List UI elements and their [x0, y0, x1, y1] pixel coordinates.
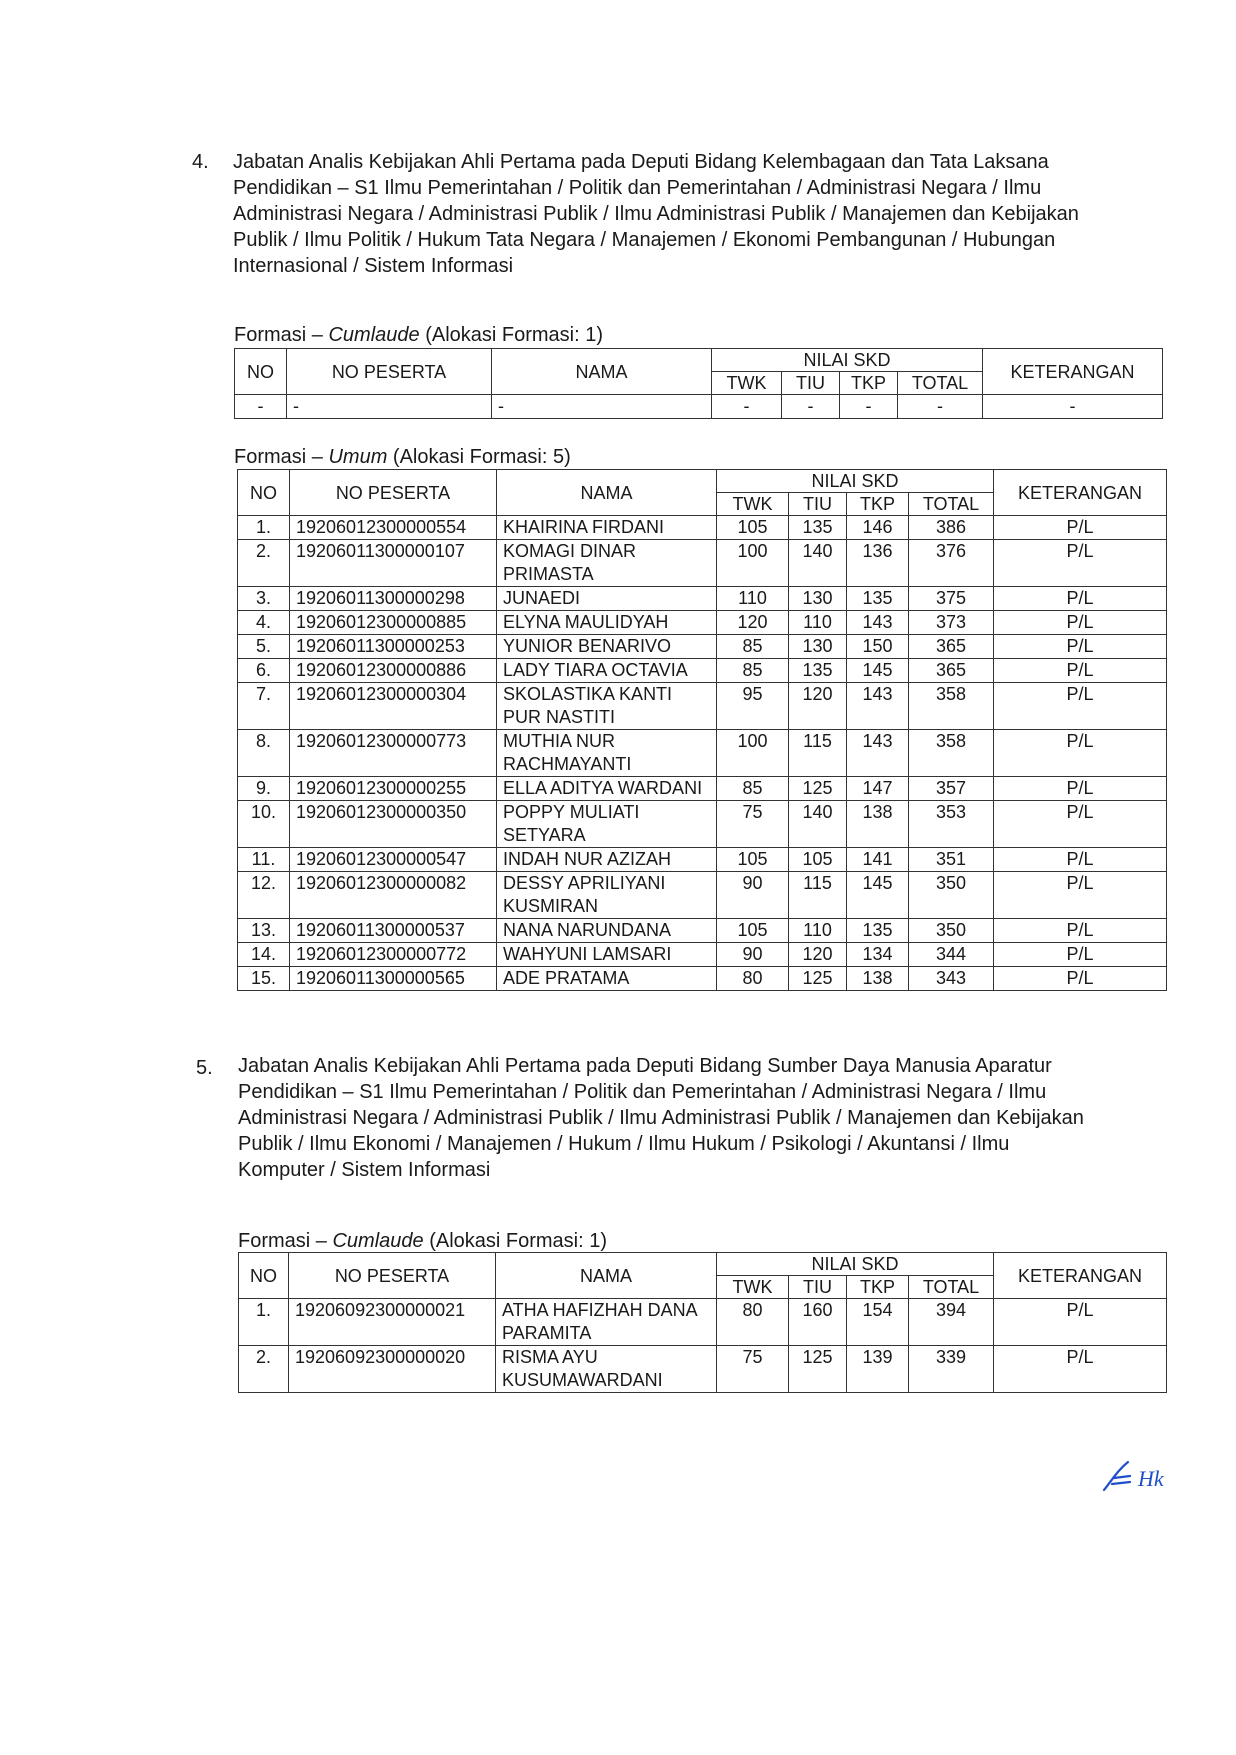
cell-no: 15. [238, 967, 290, 991]
cell-no: 12. [238, 872, 290, 919]
cell-nama: RISMA AYU KUSUMAWARDANI [496, 1346, 717, 1393]
cell-tkp: 138 [847, 967, 909, 991]
section-number: 5. [196, 1057, 213, 1079]
cell-tiu: 135 [789, 659, 847, 683]
cell-ket: P/L [994, 777, 1167, 801]
cell-twk: 90 [717, 872, 789, 919]
cell-peserta: 19206011300000107 [290, 540, 497, 587]
cell-nama: ELLA ADITYA WARDANI [497, 777, 717, 801]
results-table [237, 469, 1167, 991]
section-heading [233, 149, 1093, 279]
cell-nama: JUNAEDI [497, 587, 717, 611]
cell-no: 1. [238, 516, 290, 540]
cell-total: 357 [909, 777, 994, 801]
section-title: Jabatan Analis Kebijakan Ahli Pertama pada Deputi Bidang Kelembagaan dan Tata Laksana [233, 151, 1049, 173]
cell-tiu: 115 [789, 730, 847, 777]
results-table [234, 348, 1163, 419]
table-row [238, 967, 1167, 991]
cell-total: 394 [909, 1299, 994, 1346]
table-row [238, 943, 1167, 967]
cell-ket: P/L [994, 1346, 1167, 1393]
header-tiu: TIU [789, 1276, 847, 1299]
cell-tiu: 130 [789, 587, 847, 611]
cell-twk: 105 [717, 848, 789, 872]
cell-total: 358 [909, 730, 994, 777]
cell-ket: P/L [994, 611, 1167, 635]
cell-ket: P/L [994, 1299, 1167, 1346]
signature-text: Hk [1138, 1466, 1164, 1491]
cell-tiu: 115 [789, 872, 847, 919]
cell-total: 344 [909, 943, 994, 967]
cell-twk: 75 [717, 1346, 789, 1393]
cell-total: 358 [909, 683, 994, 730]
cell-ket: P/L [994, 919, 1167, 943]
cell-no: 2. [238, 540, 290, 587]
cell-tkp: 147 [847, 777, 909, 801]
formation-caption: Formasi – Umum (Alokasi Formasi: 5) [234, 446, 571, 468]
header-tiu: TIU [782, 372, 840, 395]
cell-peserta: 19206092300000020 [289, 1346, 496, 1393]
table-row [238, 659, 1167, 683]
cell-tiu: 105 [789, 848, 847, 872]
cell-ket: P/L [994, 943, 1167, 967]
cell-nama: LADY TIARA OCTAVIA [497, 659, 717, 683]
cell-peserta: 19206011300000565 [290, 967, 497, 991]
section-number: 4. [192, 151, 209, 173]
cell-tiu: 120 [789, 943, 847, 967]
table-row [238, 919, 1167, 943]
cell-twk: 105 [717, 516, 789, 540]
cell-peserta: 19206011300000298 [290, 587, 497, 611]
cell-no: 5. [238, 635, 290, 659]
cell-no: 7. [238, 683, 290, 730]
cell-ket: P/L [994, 587, 1167, 611]
section-education: Pendidikan – S1 Ilmu Pemerintahan / Politik dan Pemerintahan / Administrasi Negara / Ilmu Administrasi Negara / Administrasi Publik / Ilmu Administrasi Publik / Manajemen dan Kebijakan Publik / Ilmu Politik / Hukum Tata Negara / Manajemen / Ekonomi Pembangunan / Hubungan Internasional / Sistem Informasi [233, 177, 1079, 277]
cell-no: 8. [238, 730, 290, 777]
cell-total: 351 [909, 848, 994, 872]
cell-peserta: 19206012300000772 [290, 943, 497, 967]
cell-total: 373 [909, 611, 994, 635]
cell-nama: WAHYUNI LAMSARI [497, 943, 717, 967]
cell-twk: 120 [717, 611, 789, 635]
table-row [235, 395, 1163, 419]
cell-peserta: 19206012300000886 [290, 659, 497, 683]
cell-ket: P/L [994, 659, 1167, 683]
section-education: Pendidikan – S1 Ilmu Pemerintahan / Politik dan Pemerintahan / Administrasi Negara / Ilmu Administrasi Negara / Administrasi Publik / Ilmu Administrasi Publik / Manajemen dan Kebijakan Publik / Ilmu Ekonomi / Manajemen / Hukum / Ilmu Hukum / Psikologi / Akuntansi / Ilmu Komputer / Sistem Informasi [238, 1081, 1084, 1181]
cell-tiu: 140 [789, 801, 847, 848]
cell-twk: 80 [717, 1299, 789, 1346]
header-ket: KETERANGAN [983, 349, 1163, 395]
cell-tiu: 120 [789, 683, 847, 730]
cell-peserta: 19206092300000021 [289, 1299, 496, 1346]
cell-tkp: 134 [847, 943, 909, 967]
cell-tkp: 138 [847, 801, 909, 848]
cell-ket: P/L [994, 967, 1167, 991]
cell-tkp: 150 [847, 635, 909, 659]
cell-total: 350 [909, 919, 994, 943]
cell-peserta: 19206012300000255 [290, 777, 497, 801]
header-nama: NAMA [497, 470, 717, 516]
cell-tkp: 135 [847, 587, 909, 611]
cell-tiu: 110 [789, 919, 847, 943]
cell-total: 365 [909, 635, 994, 659]
cell-peserta: 19206012300000304 [290, 683, 497, 730]
cell-no: 9. [238, 777, 290, 801]
table-row [238, 635, 1167, 659]
table-row [238, 777, 1167, 801]
cell-tiu: - [782, 395, 840, 419]
formation-caption: Formasi – Cumlaude (Alokasi Formasi: 1) [234, 324, 604, 346]
cell-total: 339 [909, 1346, 994, 1393]
cell-nama: NANA NARUNDANA [497, 919, 717, 943]
cell-ket: P/L [994, 801, 1167, 848]
cell-no: 14. [238, 943, 290, 967]
cell-nama: MUTHIA NUR RACHMAYANTI [497, 730, 717, 777]
cell-peserta: - [287, 395, 492, 419]
table-row [238, 872, 1167, 919]
cell-twk: 85 [717, 659, 789, 683]
cell-tiu: 125 [789, 777, 847, 801]
cell-peserta: 19206012300000885 [290, 611, 497, 635]
header-twk: TWK [717, 1276, 789, 1299]
cell-total: 353 [909, 801, 994, 848]
cell-twk: 100 [717, 540, 789, 587]
cell-tkp: 141 [847, 848, 909, 872]
cell-no: 3. [238, 587, 290, 611]
cell-twk: 110 [717, 587, 789, 611]
cell-nama: KOMAGI DINAR PRIMASTA [497, 540, 717, 587]
cell-peserta: 19206011300000537 [290, 919, 497, 943]
header-peserta: NO PESERTA [290, 470, 497, 516]
cell-tkp: 146 [847, 516, 909, 540]
header-tkp: TKP [840, 372, 898, 395]
header-tkp: TKP [847, 1276, 909, 1299]
cell-no: - [235, 395, 287, 419]
header-no: NO [238, 470, 290, 516]
header-peserta: NO PESERTA [289, 1253, 496, 1299]
cell-no: 2. [239, 1346, 289, 1393]
header-total: TOTAL [909, 493, 994, 516]
cell-nama: DESSY APRILIYANI KUSMIRAN [497, 872, 717, 919]
table-row [239, 1299, 1167, 1346]
header-peserta: NO PESERTA [287, 349, 492, 395]
cell-ket: P/L [994, 635, 1167, 659]
cell-nama: ELYNA MAULIDYAH [497, 611, 717, 635]
cell-tkp: 135 [847, 919, 909, 943]
cell-tiu: 140 [789, 540, 847, 587]
cell-nama: INDAH NUR AZIZAH [497, 848, 717, 872]
cell-twk: 90 [717, 943, 789, 967]
cell-nama: YUNIOR BENARIVO [497, 635, 717, 659]
cell-twk: 85 [717, 635, 789, 659]
cell-tiu: 160 [789, 1299, 847, 1346]
cell-twk: 100 [717, 730, 789, 777]
signature-mark [1100, 1458, 1180, 1494]
cell-total: 343 [909, 967, 994, 991]
cell-no: 1. [239, 1299, 289, 1346]
header-nilai: NILAI SKD [712, 349, 983, 372]
cell-tiu: 125 [789, 967, 847, 991]
cell-peserta: 19206012300000773 [290, 730, 497, 777]
cell-tkp: 136 [847, 540, 909, 587]
cell-tkp: 143 [847, 611, 909, 635]
cell-total: 386 [909, 516, 994, 540]
cell-ket: P/L [994, 516, 1167, 540]
section-title: Jabatan Analis Kebijakan Ahli Pertama pada Deputi Bidang Sumber Daya Manusia Aparatur [238, 1055, 1052, 1077]
cell-ket: - [983, 395, 1163, 419]
cell-tkp: 143 [847, 730, 909, 777]
cell-twk: 95 [717, 683, 789, 730]
cell-ket: P/L [994, 872, 1167, 919]
header-ket: KETERANGAN [994, 1253, 1167, 1299]
cell-total: 376 [909, 540, 994, 587]
cell-nama: KHAIRINA FIRDANI [497, 516, 717, 540]
cell-twk: 105 [717, 919, 789, 943]
formation-caption: Formasi – Cumlaude (Alokasi Formasi: 1) [238, 1230, 608, 1252]
header-twk: TWK [712, 372, 782, 395]
cell-peserta: 19206012300000082 [290, 872, 497, 919]
table-row [238, 516, 1167, 540]
cell-no: 13. [238, 919, 290, 943]
table-row [238, 611, 1167, 635]
header-nama: NAMA [492, 349, 712, 395]
cell-tkp: 145 [847, 659, 909, 683]
cell-total: 375 [909, 587, 994, 611]
table-row [238, 848, 1167, 872]
cell-peserta: 19206012300000554 [290, 516, 497, 540]
header-nama: NAMA [496, 1253, 717, 1299]
cell-twk: 75 [717, 801, 789, 848]
cell-tiu: 125 [789, 1346, 847, 1393]
header-ket: KETERANGAN [994, 470, 1167, 516]
cell-twk: - [712, 395, 782, 419]
cell-twk: 80 [717, 967, 789, 991]
cell-ket: P/L [994, 540, 1167, 587]
table-row [239, 1346, 1167, 1393]
cell-tiu: 110 [789, 611, 847, 635]
cell-no: 10. [238, 801, 290, 848]
cell-tkp: 154 [847, 1299, 909, 1346]
cell-nama: SKOLASTIKA KANTI PUR NASTITI [497, 683, 717, 730]
header-tiu: TIU [789, 493, 847, 516]
table-row [238, 730, 1167, 777]
cell-peserta: 19206012300000547 [290, 848, 497, 872]
header-total: TOTAL [909, 1276, 994, 1299]
cell-nama: POPPY MULIATI SETYARA [497, 801, 717, 848]
cell-tkp: - [840, 395, 898, 419]
cell-twk: 85 [717, 777, 789, 801]
cell-total: - [898, 395, 983, 419]
cell-tiu: 130 [789, 635, 847, 659]
header-no: NO [239, 1253, 289, 1299]
cell-nama: ADE PRATAMA [497, 967, 717, 991]
results-table [238, 1252, 1167, 1393]
section-heading [238, 1053, 1098, 1183]
cell-tkp: 143 [847, 683, 909, 730]
cell-total: 350 [909, 872, 994, 919]
header-no: NO [235, 349, 287, 395]
cell-no: 6. [238, 659, 290, 683]
header-twk: TWK [717, 493, 789, 516]
header-tkp: TKP [847, 493, 909, 516]
table-row [238, 683, 1167, 730]
cell-no: 11. [238, 848, 290, 872]
cell-ket: P/L [994, 730, 1167, 777]
cell-nama: ATHA HAFIZHAH DANA PARAMITA [496, 1299, 717, 1346]
table-row [238, 540, 1167, 587]
table-row [238, 587, 1167, 611]
header-nilai: NILAI SKD [717, 470, 994, 493]
cell-total: 365 [909, 659, 994, 683]
table-row [238, 801, 1167, 848]
cell-peserta: 19206012300000350 [290, 801, 497, 848]
header-total: TOTAL [898, 372, 983, 395]
cell-nama: - [492, 395, 712, 419]
cell-tkp: 139 [847, 1346, 909, 1393]
cell-ket: P/L [994, 683, 1167, 730]
header-nilai: NILAI SKD [717, 1253, 994, 1276]
cell-peserta: 19206011300000253 [290, 635, 497, 659]
cell-ket: P/L [994, 848, 1167, 872]
cell-tiu: 135 [789, 516, 847, 540]
cell-tkp: 145 [847, 872, 909, 919]
cell-no: 4. [238, 611, 290, 635]
